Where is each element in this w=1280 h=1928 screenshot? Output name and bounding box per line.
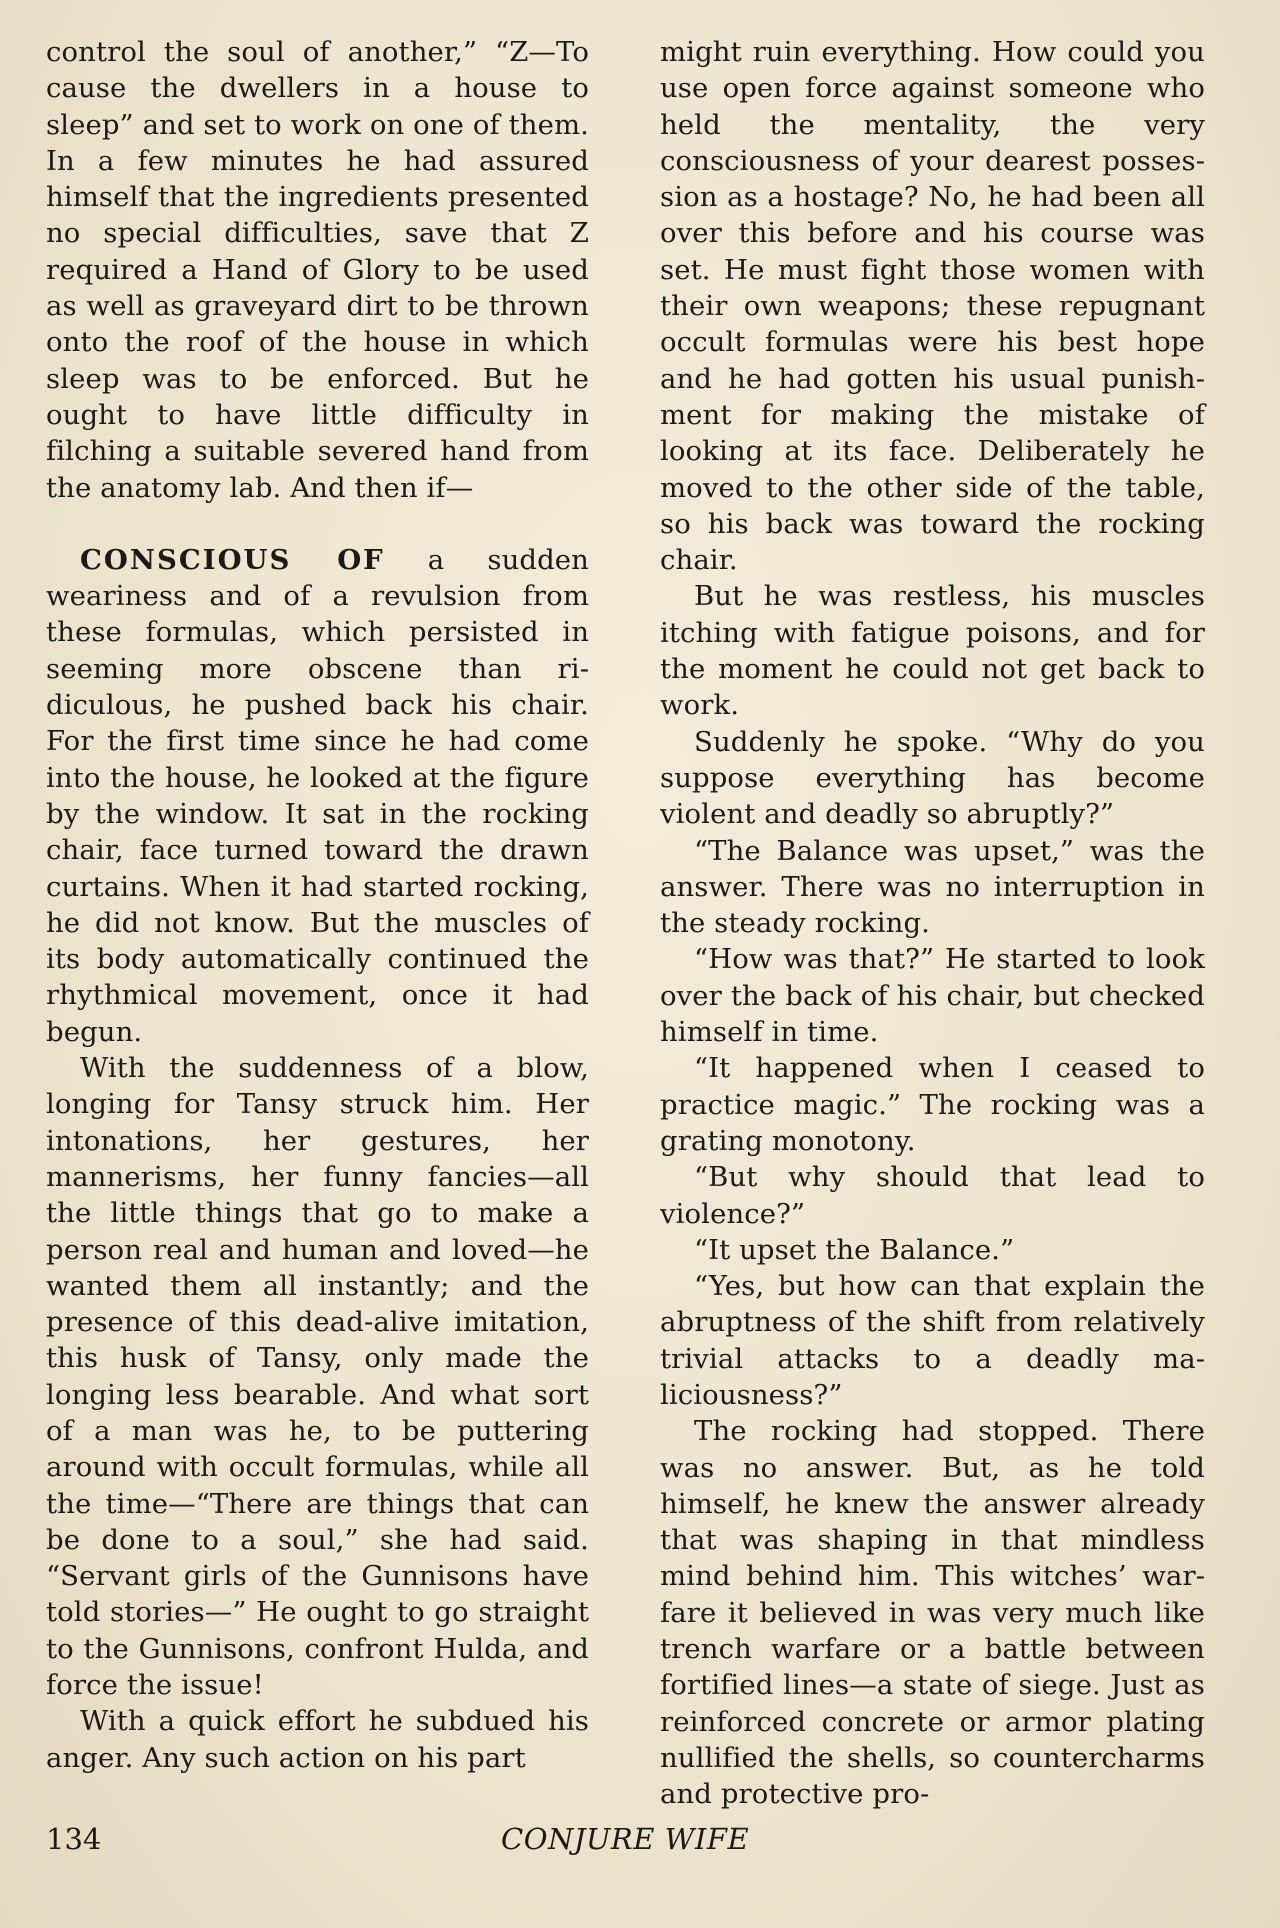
paragraph: “Yes, but how can that explain the abruptness of the shift from relatively trivial attacks to a deadly maliciousness?” (660, 1270, 1205, 1411)
running-title: CONJURE WIFE (501, 1822, 750, 1856)
page-footer (46, 1822, 1206, 1862)
paragraph: “How was that?” He started to look over the back of his chair, but checked himself in time. (660, 943, 1205, 1049)
section-lead-in: CONSCIOUS OF (80, 543, 385, 576)
paragraph: control the soul of another,” “Z—To cause the dwellers in a house to sleep” and set to work on one of them. In a few minutes he had assured himself that the ingredients presented no special difficulties, save that Z required a Hand of Glory to be used as well as graveyard dirt to be thrown onto the roof of the house in which sleep was to be enforced. But he ought to have little difficulty in filching a suitable severed hand from the anatomy lab. And then if— (46, 36, 589, 504)
paragraph: With the suddenness of a blow, longing for Tansy struck him. Her intonations, her gestures, her mannerisms, her funny fancies—all the little things that go to make a person real and human and loved—he wanted them all instantly; and the presence of this dead-alive imitation, this husk of Tansy, only made the longing less bearable. And what sort of a man was he, to be puttering around with occult formulas, while all the time—“There are things that can be done to a soul,” she had said. “Servant girls of the Gunnisons have told stories—” He ought to go straight to the Gunnisons, confront Hulda, and force the issue! (46, 1052, 589, 1702)
paragraph: With a quick effort he subdued his anger. Any such action on his part (46, 1705, 589, 1774)
left-column (46, 34, 589, 1776)
paragraph: might ruin everything. How could you use open force against someone who held the mentality, the very consciousness of your dearest possession as a hostage? No, he had been all over this before and his course was set. He must fight those women with their own weapons; these repugnant occult formulas were his best hope and he had gotten his usual punishment for making the mistake of looking at its face. Deliberately he moved to the other side of the table, so his back was toward the rocking chair. (660, 36, 1205, 577)
paragraph: “It happened when I ceased to practice magic.” The rocking was a grating monotony. (660, 1052, 1205, 1157)
page-number: 134 (46, 1822, 102, 1856)
paragraph: “It upset the Balance.” (694, 1233, 1015, 1266)
paragraph: Suddenly he spoke. “Why do you suppose everything has become violent and deadly so abruptly?” (660, 725, 1205, 831)
paragraph-text: a sudden weariness and of a revulsion from these formulas, which persisted in seeming more obscene than ridiculous, he pushed back his chair. For the first time since he had come into the house, he looked at the figure by the window. It sat in the rocking chair, face turned toward the drawn curtains. When it had started rocking, he did not know. But the muscles of its body automatically continued the rhythmical movement, once it had begun. (46, 543, 589, 1048)
paragraph-section-start (46, 542, 589, 1050)
right-column (660, 34, 1205, 1813)
paragraph: “The Balance was upset,” was the answer. There was no interruption in the steady rocking. (660, 834, 1205, 940)
paragraph: “But why should that lead to violence?” (660, 1161, 1205, 1230)
paragraph: But he was restless, his muscles itching with fatigue poisons, and for the moment he could not get back to work. (660, 580, 1205, 722)
paragraph: The rocking had stopped. There was no answer. But, as he told himself, he knew the answer already that was shaping in that mindless mind behind him. This witches’ warfare it believed in was very much like trench warfare or a battle between fortified lines—a state of siege. Just as reinforced concrete or armor plating nullified the shells, so countercharms and protective pro- (660, 1415, 1205, 1811)
